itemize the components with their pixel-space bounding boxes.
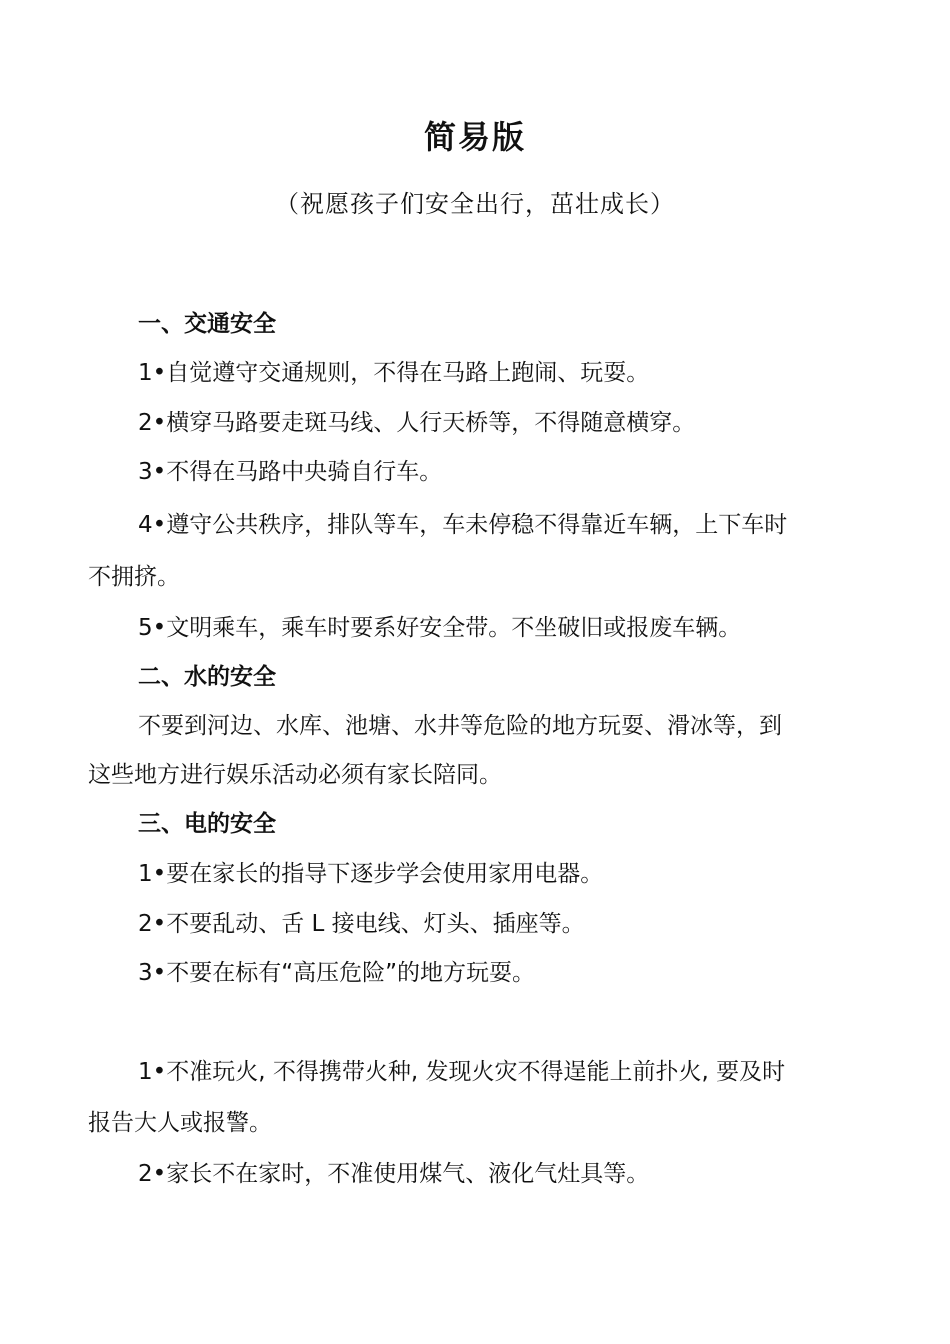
electric-item-3: 3•不要在标有“高压危险”的地方玩耍。: [138, 960, 536, 986]
section-heading-electric: 三、电的安全: [138, 811, 276, 837]
fire-item-1-line-1: 1•不准玩火, 不得携带火种, 发现火灾不得逞能上前扑火, 要及时: [138, 1059, 786, 1085]
section-heading-traffic: 一、交通安全: [138, 311, 276, 337]
water-paragraph-line-2: 这些地方进行娱乐活动必须有家长陪同。: [88, 762, 502, 788]
section-heading-water: 二、水的安全: [138, 664, 276, 690]
page-subtitle: （祝愿孩子们安全出行，茁壮成长）: [275, 190, 675, 218]
traffic-item-4-line-2: 不拥挤。: [88, 564, 180, 590]
fire-item-1-line-2: 报告大人或报警。: [88, 1110, 272, 1136]
traffic-item-2: 2•横穿马路要走斑马线、人行天桥等，不得随意横穿。: [138, 410, 696, 436]
traffic-item-4-line-1: 4•遵守公共秩序，排队等车，车未停稳不得靠近车辆，上下车时: [138, 512, 788, 538]
water-paragraph-line-1: 不要到河边、水库、池塘、水井等危险的地方玩耍、滑冰等，到: [138, 713, 782, 739]
fire-item-2: 2•家长不在家时，不准使用煤气、液化气灶具等。: [138, 1161, 650, 1187]
traffic-item-5: 5•文明乘车，乘车时要系好安全带。不坐破旧或报废车辆。: [138, 615, 742, 641]
electric-item-2: 2•不要乱动、舌 L 接电线、灯头、插座等。: [138, 911, 585, 937]
page-title: 简易版: [423, 118, 526, 156]
electric-item-1: 1•要在家长的指导下逐步学会使用家用电器。: [138, 861, 604, 887]
traffic-item-3: 3•不得在马路中央骑自行车。: [138, 459, 443, 485]
traffic-item-1: 1•自觉遵守交通规则，不得在马路上跑闹、玩耍。: [138, 360, 650, 386]
